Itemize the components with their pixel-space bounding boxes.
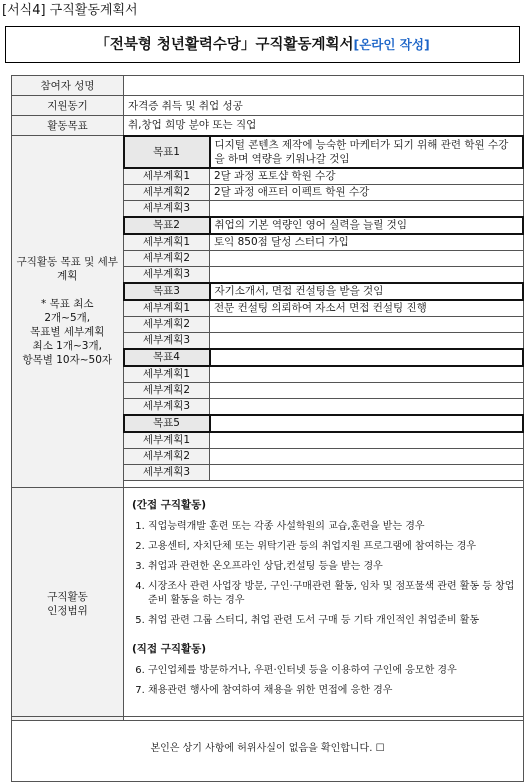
direct-list: [132, 664, 517, 698]
goal-4-plan-1-label: 세부계획1: [124, 366, 210, 383]
goal-5-plan-1-label: 세부계획1: [124, 432, 210, 449]
goal-2-label: 목표2: [124, 217, 210, 234]
goal-5-label: 목표5: [124, 415, 210, 432]
indirect-item: 4. 시장조사 관련 사업장 방문, 구인·구매관련 활동, 임차 및 점포물색 관련 활동 등 창업준비 활동을 하는 경우: [148, 580, 517, 608]
plan-note-5: 항목별 10자~50자: [22, 354, 113, 367]
confirmation-statement[interactable]: [11, 716, 524, 782]
form-title: 「전북형 청년활력수당」구직활동계획서: [95, 37, 354, 53]
goal-5-plan-2-label: 세부계획2: [124, 448, 210, 464]
goal-1-field[interactable]: 디지털 콘텐츠 제작에 능숙한 마케터가 되기 위해 관련 학원 수강을 하며 역량을 키워나갈 것임: [210, 136, 524, 168]
direct-title: (직접 구직활동): [132, 642, 207, 655]
range-label-1: 구직활동: [47, 590, 88, 603]
goal-2-plan-2-label: 세부계획2: [124, 250, 210, 266]
name-label: 참여자 성명: [12, 76, 124, 96]
indirect-item: 2. 고용센터, 자치단체 또는 위탁기관 등의 취업지원 프로그램에 참여하는 경우: [148, 540, 517, 554]
confirmation-text: 본인은 상기 사항에 허위사실이 없음을 확인합니다. ☐: [150, 743, 385, 754]
goal-3-plan-2-label: 세부계획2: [124, 316, 210, 332]
goal-2-plan-2-field[interactable]: [210, 250, 524, 266]
goal-1-plan-3-field[interactable]: [210, 200, 524, 217]
online-tag: [온라인 작성]: [353, 37, 430, 52]
goal-3-field[interactable]: 자기소개서, 면접 컨설팅을 받을 것임: [210, 283, 524, 300]
indirect-item: 3. 취업과 관련한 온오프라인 상담,컨설팅 등을 받는 경우: [148, 560, 517, 574]
goal-4-plan-2-label: 세부계획2: [124, 382, 210, 398]
goal-1-plan-1-label: 세부계획1: [124, 168, 210, 185]
goal-4-label: 목표4: [124, 349, 210, 366]
range-label-2: 인정범위: [47, 604, 88, 617]
goal-4-plan-1-field[interactable]: [210, 366, 524, 383]
indirect-title: (간접 구직활동): [132, 498, 207, 511]
name-field[interactable]: [124, 76, 524, 96]
goal-5-plan-1-field[interactable]: [210, 432, 524, 449]
goal-3-plan-2-field[interactable]: [210, 316, 524, 332]
goal-4-plan-3-field[interactable]: [210, 398, 524, 415]
goal-1-plan-2-field[interactable]: 2달 과정 애프터 이펙트 학원 수강: [210, 184, 524, 200]
goal-2-plan-1-label: 세부계획1: [124, 234, 210, 251]
goal-4-plan-3-label: 세부계획3: [124, 398, 210, 415]
goal-1-plan-1-field[interactable]: 2달 과정 포토샵 학원 수강: [210, 168, 524, 185]
goal-3-label: 목표3: [124, 283, 210, 300]
goal-5-field[interactable]: [210, 415, 524, 432]
motive-label: 지원동기: [12, 96, 124, 116]
range-label: [12, 487, 124, 720]
range-content: [124, 487, 524, 720]
indirect-item: 5. 취업 관련 그룹 스터디, 취업 관련 도서 구매 등 기타 개인적인 취업준비 활동: [148, 614, 517, 628]
goal-2-plan-1-field[interactable]: 토익 850점 달성 스터디 가입: [210, 234, 524, 251]
form-number-header: [서식4] 구직활동계획서: [2, 3, 138, 18]
motive-field[interactable]: 자격증 취득 및 취업 성공: [124, 96, 524, 116]
plan-note-3: 목표별 세부계획: [30, 326, 105, 339]
goal-3-plan-3-label: 세부계획3: [124, 332, 210, 349]
goal-4-plan-2-field[interactable]: [210, 382, 524, 398]
plan-spacer: [124, 480, 524, 487]
plan-table: [11, 75, 524, 721]
goal-3-plan-3-field[interactable]: [210, 332, 524, 349]
goal-4-field[interactable]: [210, 349, 524, 366]
goal-5-plan-2-field[interactable]: [210, 448, 524, 464]
goal-1-label: 목표1: [124, 136, 210, 168]
goal-1-plan-3-label: 세부계획3: [124, 200, 210, 217]
goal-3-plan-1-label: 세부계획1: [124, 300, 210, 317]
goal-1-plan-2-label: 세부계획2: [124, 184, 210, 200]
plan-side-label: [12, 136, 124, 488]
indirect-item: 1. 직업능력개발 훈련 또는 각종 사설학원의 교습,훈련을 받는 경우: [148, 520, 517, 534]
goal-2-plan-3-field[interactable]: [210, 266, 524, 283]
goal-5-plan-3-field[interactable]: [210, 464, 524, 480]
plan-note-2: 2개~5개,: [44, 312, 91, 325]
indirect-list: [132, 520, 517, 628]
target-label: 활동목표: [12, 116, 124, 136]
direct-item: 6. 구인업체를 방문하거나, 우편·인터넷 등을 이용하여 구인에 응모한 경우: [148, 664, 517, 678]
target-field[interactable]: 취,창업 희망 분야 또는 직업: [124, 116, 524, 136]
form-title-box: [5, 26, 520, 63]
goal-5-plan-3-label: 세부계획3: [124, 464, 210, 480]
plan-side-title: 구직활동 목표 및 세부계획: [16, 256, 118, 283]
plan-note-1: * 목표 최소: [41, 298, 94, 311]
goal-3-plan-1-field[interactable]: 전문 컨설팅 의뢰하여 자소서 면접 컨설팅 진행: [210, 300, 524, 317]
goal-2-field[interactable]: 취업의 기본 역량인 영어 실력을 늘릴 것임: [210, 217, 524, 234]
plan-note-4: 최소 1개~3개,: [32, 340, 102, 353]
goal-2-plan-3-label: 세부계획3: [124, 266, 210, 283]
direct-item: 7. 채용관련 행사에 참여하여 채용을 위한 면접에 응한 경우: [148, 684, 517, 698]
